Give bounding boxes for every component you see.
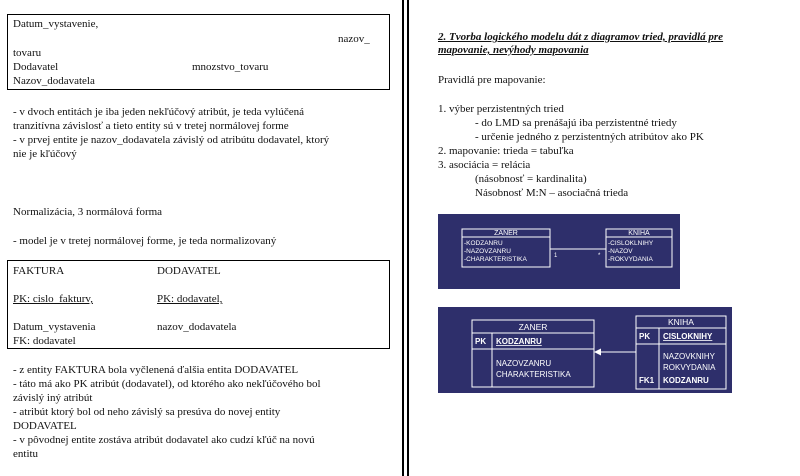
paragraph-line: tranzitívna závislosť a tieto entity sú v tretej normálovej forme xyxy=(13,120,289,132)
faktura-attr: Datum_vystavenia xyxy=(13,321,96,333)
faktura-fk: FK: dodavatel xyxy=(13,335,76,347)
attr-nazov-part: nazov_ xyxy=(338,33,370,45)
zaner-class-attr: -KODZANRU xyxy=(464,240,503,247)
faktura-pk: PK: cislo_fakturv, xyxy=(13,293,93,305)
paragraph-line: DODAVATEL xyxy=(13,420,77,432)
kniha-fk-field: KODZANRU xyxy=(663,376,709,385)
kniha-field: NAZOVKNIHY xyxy=(663,352,716,361)
kniha-pk-field: CISLOKNIHY xyxy=(663,332,713,341)
paragraph-line: entitu xyxy=(13,448,39,460)
attr-datum-vystavenie: Datum_vystavenie, xyxy=(13,18,99,30)
paragraph-line: závislý iný atribút xyxy=(13,392,93,404)
class-diagram xyxy=(438,214,680,289)
rule-item: Násobnosť M:N – asociačná trieda xyxy=(475,187,629,199)
table-diagram xyxy=(438,307,732,393)
paragraph-line: - v prvej entite je nazov_dodavatela závislý od atribútu dodavatel, ktorý xyxy=(13,134,330,146)
kniha-class-attr: -ROKVYDANIA xyxy=(608,256,653,263)
attr-nazov-dodavatela: Nazov_dodavatela xyxy=(13,75,95,87)
zaner-pk-field: KODZANRU xyxy=(496,337,542,346)
paragraph-line: - z entity FAKTURA bola vyčlenená ďalšia entita DODAVATEL xyxy=(13,364,299,376)
zaner-field: NAZOVZANRU xyxy=(496,359,552,368)
class-diagram-svg xyxy=(438,214,680,289)
kniha-fk-label: FK1 xyxy=(639,376,655,385)
zaner-class-attr: -CHARAKTERISTIKA xyxy=(464,256,527,263)
paragraph-line: - v dvoch entitách je iba jeden nekľúčový atribút, je teda vylúčená xyxy=(13,106,304,118)
rule-item: 3. asociácia = relácia xyxy=(438,159,531,171)
kniha-class-title: KNIHA xyxy=(628,230,650,237)
section-heading: 2. Tvorba logického modelu dát z diagramov tried, pravidlá pre mapovanie, nevýhody mapovania xyxy=(438,31,724,56)
zaner-table-title: ZANER xyxy=(518,322,548,332)
multiplicity-left: 1 xyxy=(554,253,558,259)
paragraph-line: - atribút ktorý bol od neho závislý sa presúva do novej entity xyxy=(13,406,281,418)
paragraph-line: - v pôvodnej entite zostáva atribút dodavatel ako cudzí kľúč na novú xyxy=(13,434,315,446)
paragraph-line: nie je kľúčový xyxy=(13,148,77,160)
paragraph-line: - táto má ako PK atribút (dodavatel), od ktorého ako nekľúčového bol xyxy=(13,378,321,390)
zaner-class-attr: -NAZOVZANRU xyxy=(464,248,511,255)
kniha-class-attr: -CISLOKLNIHY xyxy=(608,240,654,247)
attr-dodavatel: Dodavatel xyxy=(13,61,59,73)
entity-faktura-header: FAKTURA xyxy=(13,265,65,277)
section-text: - model je v tretej normálovej forme, je teda normalizovaný xyxy=(13,235,277,247)
entity-dodavatel-header: DODAVATEL xyxy=(157,265,221,277)
zaner-field: CHARAKTERISTIKA xyxy=(496,370,571,379)
dodavatel-pk: PK: dodavatel, xyxy=(157,293,223,305)
kniha-field: ROKVYDANIA xyxy=(663,363,716,372)
page-divider xyxy=(402,0,409,476)
rules-label: Pravidlá pre mapovanie: xyxy=(438,74,546,86)
zaner-class-title: ZANER xyxy=(494,230,518,237)
rule-item: - určenie jedného z perzistentných atribútov ako PK xyxy=(475,131,704,143)
dodavatel-attr: nazov_dodavatela xyxy=(157,321,237,333)
zaner-pk-label: PK xyxy=(475,337,487,346)
multiplicity-right: * xyxy=(598,253,601,259)
kniha-pk-label: PK xyxy=(639,332,651,341)
kniha-table-title: KNIHA xyxy=(668,317,694,327)
rule-item: 1. výber perzistentných tried xyxy=(438,103,564,115)
rule-item: - do LMD sa prenášajú iba perzistentné triedy xyxy=(475,117,677,129)
rule-item: (násobnosť = kardinalita) xyxy=(475,173,587,185)
attr-tovaru: tovaru xyxy=(13,47,42,59)
kniha-class-attr: -NAZOV xyxy=(608,248,633,255)
right-page xyxy=(409,0,800,476)
attr-mnozstvo-tovaru: mnozstvo_tovaru xyxy=(192,61,269,73)
section-title: Normalizácia, 3 normálová forma xyxy=(13,206,163,218)
table-diagram-svg xyxy=(438,307,732,393)
rule-item: 2. mapovanie: trieda = tabuľka xyxy=(438,145,574,157)
